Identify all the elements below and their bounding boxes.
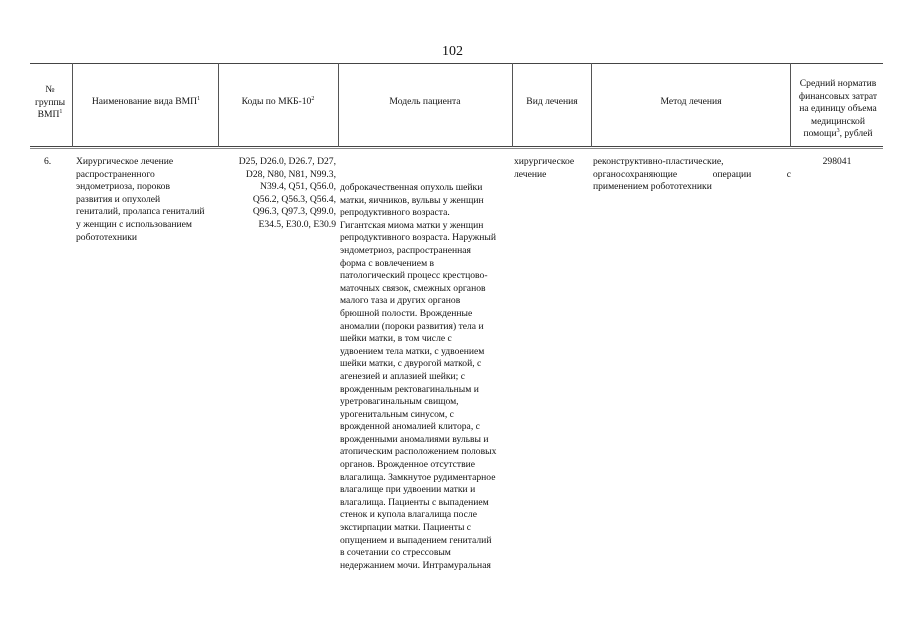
text-line: Q56.2, Q56.3, Q56.4, bbox=[252, 193, 336, 205]
text-line: хирургическое bbox=[514, 156, 575, 167]
header-divider bbox=[512, 63, 513, 147]
table-top-rule bbox=[30, 63, 883, 64]
text-line: Гигантская миома матки у женщин bbox=[340, 219, 484, 231]
text-line: аномалии (пороки развития) тела и bbox=[340, 320, 484, 332]
text-line: экстирпации матки. Пациенты с bbox=[340, 522, 472, 534]
header-vmp-name bbox=[76, 96, 216, 109]
header-text: группы bbox=[34, 96, 66, 108]
text-line: влагалище при удвоении матки и bbox=[340, 484, 476, 496]
header-text: финансовых затрат bbox=[798, 90, 878, 102]
header-mkb-codes bbox=[220, 96, 336, 109]
row-treatment-type bbox=[514, 156, 590, 181]
text-line: опущением и выпадением гениталий bbox=[340, 534, 492, 546]
header-patient-model: Модель пациента bbox=[389, 96, 461, 107]
text-line: атопическим расположением половых bbox=[340, 446, 497, 458]
text-line: шейки матки, в том числе с bbox=[340, 333, 452, 345]
header-divider bbox=[72, 63, 73, 147]
row-vmp-name bbox=[76, 156, 218, 244]
header-treatment-method: Метод лечения bbox=[660, 96, 722, 107]
text-word: с bbox=[786, 168, 791, 180]
text-line: недержанием мочи. Интрамуральная bbox=[340, 559, 491, 571]
header-group-number bbox=[30, 84, 70, 122]
header-text-part: помощи bbox=[803, 128, 837, 140]
text-line: робототехники bbox=[76, 231, 138, 243]
text-line: эндометриоза, пороков bbox=[76, 181, 170, 193]
text-line: эндометриоз, распространенная bbox=[340, 244, 471, 256]
row-treatment-method bbox=[593, 156, 791, 194]
text-line: маточных связок, смежных органов bbox=[340, 282, 486, 294]
text-line: репродуктивного возраста. Наружный bbox=[340, 232, 496, 244]
text-line: у женщин с использованием bbox=[76, 218, 192, 230]
header-divider bbox=[591, 63, 592, 147]
header-bottom-rule bbox=[30, 146, 883, 147]
text-line: влагалища. Пациенты с выпадением bbox=[340, 496, 489, 508]
text-line: гениталий, пролапса гениталий bbox=[76, 206, 205, 218]
text-line: лечение bbox=[514, 168, 547, 180]
text-line: D25, D26.0, D26.7, D27, bbox=[238, 156, 336, 167]
row-number: 6. bbox=[44, 156, 52, 167]
header-text: Коды по МКБ-10 bbox=[241, 96, 312, 107]
text-line: Q96.3, Q97.3, Q99.0, bbox=[252, 206, 336, 218]
text-word: операции bbox=[712, 168, 752, 180]
footnote-ref: 3 bbox=[836, 128, 840, 135]
row-cost: 298041 bbox=[822, 156, 852, 167]
text-line: применением робототехники bbox=[593, 181, 712, 193]
header-text: Средний норматив bbox=[799, 78, 877, 89]
text-line: шейки матки, с двурогой маткой, с bbox=[340, 358, 482, 370]
header-text: медицинской bbox=[811, 115, 865, 127]
text-line: N39.4, Q51, Q56.0, bbox=[260, 181, 336, 193]
footnote-ref: 1 bbox=[59, 109, 63, 115]
text-line: реконструктивно-пластические, bbox=[593, 156, 724, 167]
footnote-ref: 2 bbox=[311, 95, 315, 102]
text-line: врожденной аномалией клитора, с bbox=[340, 421, 480, 433]
text-line: влагалища. Замкнутое рудиментарное bbox=[340, 471, 496, 483]
text-line bbox=[593, 169, 791, 182]
text-line: E34.5, E30.0, E30.9 bbox=[258, 218, 336, 230]
text-line: удвоением тела матки, с удвоением bbox=[340, 345, 485, 357]
row-patient-model bbox=[340, 182, 514, 572]
footnote-ref: 1 bbox=[197, 95, 201, 102]
header-bottom-rule-thin bbox=[30, 148, 883, 149]
header-text: на единицу объема bbox=[799, 103, 877, 115]
header-divider bbox=[790, 63, 791, 147]
header-treatment-type: Вид лечения bbox=[526, 96, 578, 107]
header-text: № bbox=[45, 84, 55, 95]
text-line: репродуктивного возраста. bbox=[340, 207, 450, 219]
text-line: врожденными аномалиями вульвы и bbox=[340, 433, 489, 445]
header-cost bbox=[792, 78, 884, 141]
header-text-part: ВМП bbox=[37, 109, 60, 121]
text-line: распространенного bbox=[76, 168, 155, 180]
header-divider bbox=[338, 63, 339, 147]
text-line: D28, N80, N81, N99.3, bbox=[245, 168, 336, 180]
text-line: урогенитальным синусом, с bbox=[340, 408, 454, 420]
text-line: доброкачественная опухоль шейки bbox=[340, 182, 483, 193]
row-mkb-codes bbox=[220, 156, 336, 232]
text-line: Хирургическое лечение bbox=[76, 156, 174, 167]
text-line: матки, яичников, вульвы у женщин bbox=[340, 194, 484, 206]
page-number: 102 bbox=[442, 44, 463, 59]
header-text: Наименование вида ВМП bbox=[91, 96, 198, 107]
text-line: в сочетании со стрессовым bbox=[340, 547, 451, 559]
text-line: стенок и купола влагалища после bbox=[340, 509, 477, 521]
text-line: агенезией и аплазией шейки; с bbox=[340, 370, 466, 382]
header-text-part: , рублей bbox=[839, 128, 873, 140]
text-line: малого таза и других органов bbox=[340, 295, 461, 307]
text-line: патологический процесс крестцово- bbox=[340, 270, 488, 282]
text-word: органосохраняющие bbox=[593, 168, 678, 180]
header-divider bbox=[218, 63, 219, 147]
text-line: форма с вовлечением в bbox=[340, 257, 435, 269]
text-line: развития и опухолей bbox=[76, 193, 161, 205]
text-line: брюшной полости. Врожденные bbox=[340, 307, 473, 319]
text-line: органов. Врожденное отсутствие bbox=[340, 459, 475, 471]
text-line: уретровагинальным свищом, bbox=[340, 396, 459, 408]
text-line: врожденным ректовагинальным и bbox=[340, 383, 479, 395]
header-text bbox=[30, 109, 70, 122]
header-text bbox=[792, 128, 884, 141]
